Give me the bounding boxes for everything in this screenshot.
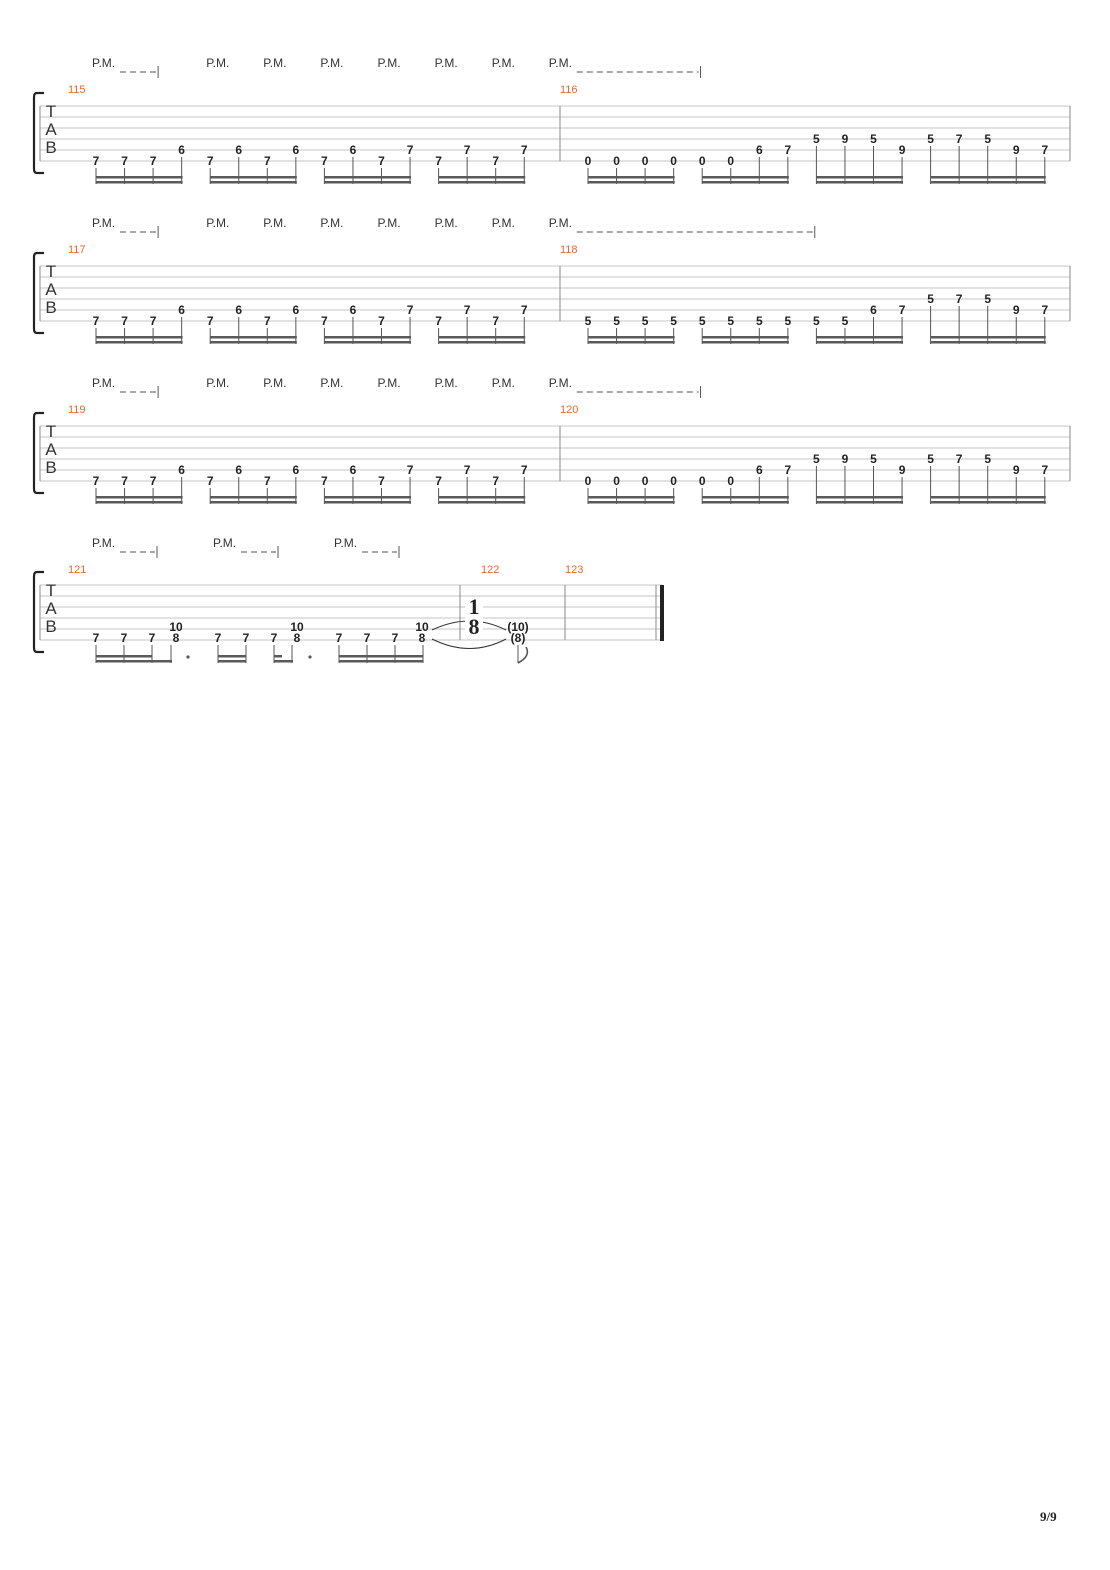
tab-note: 0 — [727, 474, 735, 488]
tab-letter: A — [45, 120, 57, 139]
tab-note: 0 — [641, 474, 649, 488]
tab-note: 7 — [435, 474, 442, 488]
tab-note: 7 — [214, 631, 222, 645]
tab-note: 7 — [92, 154, 100, 168]
time-signature-bottom: 8 — [468, 614, 480, 639]
tab-letter: B — [45, 298, 57, 317]
note-beam — [210, 181, 297, 184]
tab-note: 7 — [406, 303, 414, 317]
tab-note: 0 — [613, 474, 620, 488]
tab-letter: T — [45, 102, 57, 121]
tab-note: 7 — [463, 303, 471, 317]
palm-mute-label: P.M. — [491, 376, 515, 390]
note-beam — [324, 501, 411, 504]
measure-number: 116 — [560, 84, 578, 96]
tab-note: 5 — [927, 452, 934, 466]
tab-note: 9 — [898, 463, 906, 477]
tab-note: 7 — [955, 452, 963, 466]
tab-note: 7 — [270, 631, 278, 645]
tab-note: 5 — [870, 132, 877, 146]
palm-mute-label: P.M. — [434, 56, 458, 70]
note-beam — [96, 655, 152, 658]
tab-note: 7 — [321, 154, 328, 168]
measure-number: 119 — [68, 404, 86, 416]
tab-note: 7 — [520, 463, 528, 477]
note-beam — [588, 496, 675, 499]
tab-note: 7 — [206, 474, 214, 488]
tab-note: 5 — [813, 314, 820, 328]
note-beam — [210, 176, 297, 179]
palm-mute-label: P.M. — [92, 536, 116, 550]
tab-note: 6 — [349, 303, 357, 317]
note-beam — [588, 501, 675, 504]
tab-note: 7 — [321, 474, 328, 488]
note-beam — [439, 501, 526, 504]
note-beam — [931, 501, 1046, 504]
note-beam — [931, 496, 1046, 499]
tab-note: 7 — [955, 292, 963, 306]
note-beam — [96, 341, 183, 344]
tab-note: 6 — [292, 143, 300, 157]
palm-mute-label: P.M. — [491, 216, 515, 230]
measure-number: 123 — [565, 564, 584, 576]
tab-note: 7 — [406, 463, 414, 477]
tab-note: 7 — [955, 132, 963, 146]
note-beam — [816, 496, 903, 499]
note-beam — [210, 336, 297, 339]
tab-note: 7 — [435, 314, 442, 328]
tab-note: 0 — [641, 154, 649, 168]
palm-mute-label: P.M. — [434, 216, 458, 230]
tab-note: 7 — [148, 631, 156, 645]
tab-note: 6 — [235, 463, 243, 477]
tab-note: 8 — [293, 631, 301, 645]
tab-note: 0 — [584, 474, 592, 488]
tab-note: 0 — [670, 474, 677, 488]
note-beam — [218, 660, 246, 663]
tab-note: 5 — [641, 314, 649, 328]
note-beam — [702, 181, 789, 184]
note-beam — [439, 176, 526, 179]
measure-number: 118 — [560, 244, 578, 256]
note-beam — [439, 496, 526, 499]
staff-lines — [40, 585, 662, 640]
tab-system-2 — [34, 216, 1070, 344]
tab-note: 0 — [670, 154, 677, 168]
tab-note: 7 — [120, 631, 128, 645]
tab-note: 9 — [841, 452, 849, 466]
tab-note: 5 — [755, 314, 763, 328]
tab-note: 5 — [784, 314, 792, 328]
tab-note: 9 — [898, 143, 906, 157]
tab-note: 0 — [698, 154, 706, 168]
tab-note: 6 — [349, 143, 357, 157]
note-beam — [439, 181, 526, 184]
tab-letter-b: B — [45, 617, 57, 636]
tab-note: 6 — [178, 303, 185, 317]
palm-mute-label: P.M. — [92, 56, 116, 70]
tab-note: 7 — [242, 631, 250, 645]
measure-number: 122 — [481, 564, 500, 576]
tab-note: 7 — [463, 143, 471, 157]
tab-note: 9 — [1012, 143, 1020, 157]
palm-mute-label: P.M. — [377, 56, 401, 70]
palm-mute-label: P.M. — [92, 216, 116, 230]
tab-note: 7 — [1041, 303, 1049, 317]
tab-note: 10 — [169, 620, 183, 634]
note-beam — [324, 336, 411, 339]
tab-system-1 — [34, 56, 1070, 184]
note-beam — [96, 176, 183, 179]
note-beam — [324, 341, 411, 344]
palm-mute-label: P.M. — [434, 376, 458, 390]
tab-note: 7 — [92, 474, 100, 488]
page-number: 9/9 — [1040, 1509, 1057, 1524]
tab-note: 7 — [1041, 463, 1049, 477]
tab-letter-a: A — [45, 599, 57, 618]
tab-note: 6 — [292, 303, 300, 317]
tab-note: 7 — [378, 474, 385, 488]
tab-note: 7 — [492, 154, 500, 168]
tab-note: 6 — [178, 463, 185, 477]
palm-mute-label: P.M. — [548, 56, 572, 70]
tab-systems — [34, 56, 1070, 504]
tab-note: 7 — [378, 154, 385, 168]
tab-note: 6 — [870, 303, 877, 317]
tab-note: 10 — [290, 620, 304, 634]
palm-mute-label: P.M. — [491, 56, 515, 70]
note-beam — [210, 496, 297, 499]
note-beam — [210, 341, 297, 344]
tab-note: 7 — [206, 314, 214, 328]
tab-note: 5 — [613, 314, 620, 328]
note-beam — [816, 341, 903, 344]
palm-mute-label: P.M. — [206, 376, 230, 390]
palm-mute-label: P.M. — [92, 376, 116, 390]
tab-note: 7 — [149, 474, 157, 488]
tab-note: 7 — [378, 314, 385, 328]
tab-note: 6 — [235, 143, 243, 157]
note-flag-icon — [518, 647, 527, 663]
tab-note: 7 — [784, 143, 792, 157]
tab-note: 10 — [415, 620, 429, 634]
rhythm-dot — [186, 655, 189, 658]
palm-mute-label: P.M. — [320, 216, 344, 230]
tied-note: (10) — [507, 620, 529, 634]
tab-note: 0 — [698, 474, 706, 488]
note-beam — [702, 501, 789, 504]
note-beam — [702, 176, 789, 179]
tab-note: 7 — [263, 314, 271, 328]
palm-mute-label: P.M. — [263, 376, 287, 390]
tab-note: 7 — [149, 154, 157, 168]
tab-note: 8 — [418, 631, 426, 645]
note-beam — [96, 501, 183, 504]
tab-note: 6 — [755, 143, 763, 157]
final-barline-icon — [660, 585, 664, 641]
note-beam — [324, 176, 411, 179]
palm-mute-label: P.M. — [320, 56, 344, 70]
tab-note: 8 — [172, 631, 180, 645]
note-beam — [816, 501, 903, 504]
tab-note: 7 — [492, 474, 500, 488]
tab-note: 7 — [435, 154, 442, 168]
note-beam — [931, 336, 1046, 339]
tab-note: 7 — [263, 154, 271, 168]
measure-number: 121 — [68, 564, 87, 576]
note-beam — [218, 655, 246, 658]
measure-number: 115 — [68, 84, 86, 96]
tab-note: 7 — [321, 314, 328, 328]
tab-note: 7 — [121, 474, 128, 488]
tab-note: 7 — [92, 631, 100, 645]
tab-note: 6 — [292, 463, 300, 477]
tab-note: 7 — [121, 314, 128, 328]
measure-number: 120 — [560, 404, 579, 416]
tied-note: (8) — [510, 631, 526, 645]
note-beam — [816, 336, 903, 339]
tab-letter: T — [45, 262, 57, 281]
tab-note: 9 — [1012, 463, 1020, 477]
tab-note: 9 — [841, 132, 849, 146]
palm-mute-label: P.M. — [377, 376, 401, 390]
tab-note: 0 — [727, 154, 735, 168]
tab-note: 7 — [263, 474, 271, 488]
tab-note: 7 — [391, 631, 399, 645]
tab-note: 5 — [813, 132, 820, 146]
note-beam — [96, 496, 183, 499]
note-beam — [931, 341, 1046, 344]
tab-note: 7 — [206, 154, 214, 168]
tab-note: 0 — [613, 154, 620, 168]
palm-mute-label: P.M. — [263, 56, 287, 70]
note-beam — [324, 181, 411, 184]
palm-mute-label: P.M. — [206, 216, 230, 230]
tab-note: 7 — [149, 314, 157, 328]
tab-letter: B — [45, 458, 57, 477]
tab-note: 6 — [755, 463, 763, 477]
note-beam — [702, 496, 789, 499]
palm-mute-label: P.M. — [548, 216, 572, 230]
note-beam — [274, 660, 293, 663]
note-beam — [96, 181, 183, 184]
tab-note: 7 — [92, 314, 100, 328]
tab-note: 5 — [984, 132, 992, 146]
tab-note: 7 — [520, 303, 528, 317]
tab-letter: B — [45, 138, 57, 157]
tab-note: 0 — [584, 154, 592, 168]
note-beam — [274, 655, 282, 658]
note-beam — [702, 336, 789, 339]
tab-note: 5 — [927, 292, 934, 306]
tab-note: 7 — [363, 631, 371, 645]
tab-note: 7 — [121, 154, 128, 168]
note-beam — [588, 341, 675, 344]
note-beam — [439, 336, 526, 339]
tab-note: 5 — [870, 452, 877, 466]
note-beam — [210, 501, 297, 504]
tab-note: 5 — [727, 314, 735, 328]
note-beam — [588, 336, 675, 339]
palm-mute-label: P.M. — [377, 216, 401, 230]
palm-mute-label: P.M. — [213, 536, 237, 550]
tab-note: 7 — [463, 463, 471, 477]
tab-note: 5 — [584, 314, 592, 328]
tab-note: 7 — [784, 463, 792, 477]
tab-note: 5 — [984, 452, 992, 466]
note-beam — [816, 176, 903, 179]
tab-note: 9 — [1012, 303, 1020, 317]
tab-letter: T — [45, 422, 57, 441]
palm-mute-label: P.M. — [548, 376, 572, 390]
tab-note: 5 — [670, 314, 677, 328]
tab-system-3 — [34, 376, 1070, 504]
note-beam — [96, 660, 172, 663]
rhythm-dot — [308, 655, 311, 658]
tab-letter: A — [45, 440, 57, 459]
note-beam — [931, 176, 1046, 179]
tab-note: 6 — [349, 463, 357, 477]
tab-note: 7 — [520, 143, 528, 157]
note-beam — [96, 336, 183, 339]
note-beam — [702, 341, 789, 344]
palm-mute-label: P.M. — [320, 376, 344, 390]
measure-number: 117 — [68, 244, 86, 256]
tab-note: 7 — [492, 314, 500, 328]
tab-note: 7 — [898, 303, 906, 317]
tab-note: 5 — [698, 314, 706, 328]
palm-mute-label: P.M. — [263, 216, 287, 230]
tab-note: 5 — [927, 132, 934, 146]
note-beam — [339, 660, 423, 663]
note-beam — [324, 496, 411, 499]
tab-note: 6 — [235, 303, 243, 317]
tab-note: 6 — [178, 143, 185, 157]
tab-note: 7 — [1041, 143, 1049, 157]
palm-mute-label: P.M. — [206, 56, 230, 70]
tab-system-4 — [34, 536, 664, 663]
note-beam — [931, 181, 1046, 184]
palm-mute-label: P.M. — [334, 536, 358, 550]
note-beam — [588, 181, 675, 184]
time-signature-top: 1 — [468, 594, 480, 619]
note-beam — [439, 341, 526, 344]
note-beam — [816, 181, 903, 184]
tab-note: 7 — [406, 143, 414, 157]
tab-letter: A — [45, 280, 57, 299]
tab-note: 5 — [813, 452, 820, 466]
tab-note: 5 — [841, 314, 849, 328]
tab-letter-t: T — [45, 581, 57, 600]
tab-note: 5 — [984, 292, 992, 306]
note-beam — [339, 655, 423, 658]
note-beam — [588, 176, 675, 179]
tab-note: 7 — [335, 631, 343, 645]
